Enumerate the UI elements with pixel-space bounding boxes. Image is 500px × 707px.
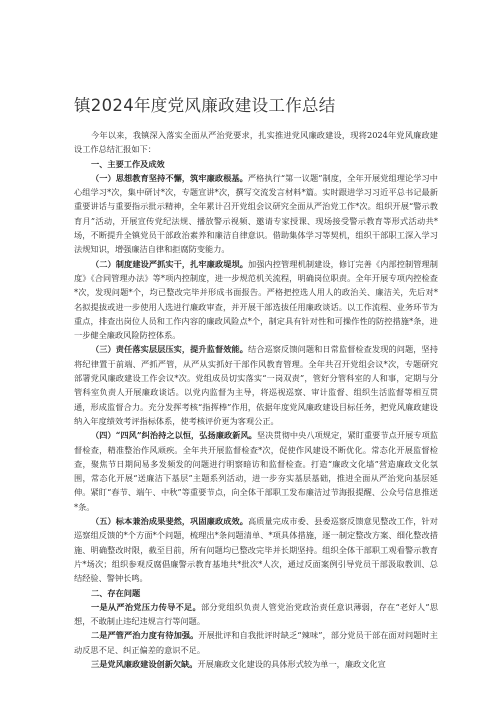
document-title: 镇2024年度党风廉政建设工作总结 xyxy=(74,96,336,115)
paragraph-text: 开展批评和自我批评时缺乏“辣味”，部分党员干部在面对问题时主动反思不足、纠正偏差的意识不足。 xyxy=(74,630,438,655)
paragraph-text: 开展廉政文化建设的具体形式较为单一，廉政文化宣 xyxy=(197,658,386,669)
paragraph-text: 部分党组织负责人管党治党政治责任意识薄弱，存在“老好人”思想，不敢制止违纪违规言行等问题。 xyxy=(74,601,438,627)
paragraph-lead: （二）制度建设严抓实干，扎牢廉政堤坝。 xyxy=(91,258,248,269)
achievement-paragraph xyxy=(74,257,438,343)
achievement-paragraph xyxy=(74,428,438,514)
paragraph-text: 结合巡察反馈问题和日常监督检查发现的问题，坚持将纪律置于前端、严抓严管，从严从实抓好干部作风教育管理。全年共召开党组会议*次，专题研究部署党风廉政建设工作会议*次。党组成员切实落实“一岗双责”，管好分管科室的人和事，定期与分管科室负责人开展廉政谈话。以党内监督为主导，将巡视巡察、审计监督、组织生活监督等相互贯通，形成监督合力。充分发挥考核“指挥棒”作用，依据年度党风廉政建设目标任务，把党风廉政建设纳入年度绩效考评指标体系，使考核评价更为客观公正。 xyxy=(74,344,438,426)
paragraph-lead: 一是从严治党压力传导不足。 xyxy=(91,601,201,612)
problem-paragraph xyxy=(74,628,438,657)
paragraph-lead: （三）责任落实层层压实，提升监督效能。 xyxy=(91,344,248,355)
achievement-paragraph xyxy=(74,342,438,428)
section-heading-achievements: 一、主要工作及成效 xyxy=(91,158,165,169)
paragraph-text: 加强内控管理机制建设，修订完善《内部控制管理制度》《合同管理办法》等*项内控制度，进一步规范机关流程，明确岗位职责。全年开展专项内控检查*次，发现问题*个，均已整改完毕并形成书面报告。严格把控选人用人的政治关、廉洁关，先后对*名拟提拔或进一步使用人选进行廉政审查，并开展干部选拔任用廉政谈话。以工作流程、业务环节为重点，排查出岗位人员和工作内容的廉政风险点*个，制定具有针对性和可操作性的防控措施*条，进一步健全廉政风险防控体系。 xyxy=(74,258,438,341)
paragraph-text: 高质量完成市委、县委巡察反馈意见整改工作，针对巡察组反馈的*个方面*个问题，梳理出*条问题清单、*项具体措施，逐一制定整改方案、细化整改措施、明确整改时限，截至目前，所有问题均已整改完毕并长期坚持。组织全体干部职工观看警示教育片*场次；组织参观反腐倡廉警示教育基地共*批次*人次，通过反面案例引导党员干部汲取教训、总结经验、警钟长鸣。 xyxy=(74,516,438,584)
intro-paragraph: 今年以来，我镇深入落实全面从严治党要求，扎实推进党风廉政建设，现将2024年党风廉政建设工作总结汇报如下： xyxy=(74,130,438,155)
paragraph-text: 坚决贯彻中央八项规定，紧盯重要节点开展专项监督检查，精准整治作风顽疾。全年共开展监督检查*次，促使作风建设不断优化。常态化开展监督检查，聚焦节日期间易多发频发的问题进行明察暗访和监督检查。打造“廉政文化墙”营造廉政文化氛围，常态化开展“送廉洁下基层”主题系列活动，进一步夯实基层基础，推进全面从严治党向基层延伸。紧盯“春节、端午、中秋”等重要节点，向全体干部职工发布廉洁过节海报提醒、公众号信息推送*条。 xyxy=(74,430,438,512)
achievement-paragraph xyxy=(74,514,438,585)
problem-paragraph xyxy=(74,657,438,671)
paragraph-lead: 二是严管严治力度有待加强。 xyxy=(91,630,199,641)
paragraph-lead: 三是党风廉政建设创新欠缺。 xyxy=(91,658,198,669)
document-body xyxy=(74,128,438,671)
paragraph-lead: （一）思想教育坚持不懈，筑牢廉政根基。 xyxy=(91,172,248,183)
achievement-paragraph xyxy=(74,171,438,257)
paragraph-lead: （五）标本兼治成果斐然，巩固廉政成效。 xyxy=(91,516,248,527)
section-heading-problems: 二、存在问题 xyxy=(91,587,141,598)
problem-paragraph xyxy=(74,600,438,629)
paragraph-lead: （四）“四风”纠治持之以恒，弘扬廉政新风。 xyxy=(91,430,257,441)
paragraph-text: 严格执行“第一议题”制度，全年开展党组理论学习中心组学习*次，集中研讨*次，专题宣讲*次，撰写交流发言材料*篇。实时跟进学习习近平总书记最新重要讲话与重要指示批示精神，全年累计召开党组会议研究全面从严治党工作*次。组织开展“警示教育月”活动，开展宣传党纪法规、播放警示视频、邀请专家授课、现场接受警示教育等形式活动共*场，不断提升全镇党员干部政治素养和廉洁自律意识。借助集体学习等契机，组织干部职工深入学习法规知识，增强廉洁自律和拒腐防变能力。 xyxy=(74,172,438,255)
